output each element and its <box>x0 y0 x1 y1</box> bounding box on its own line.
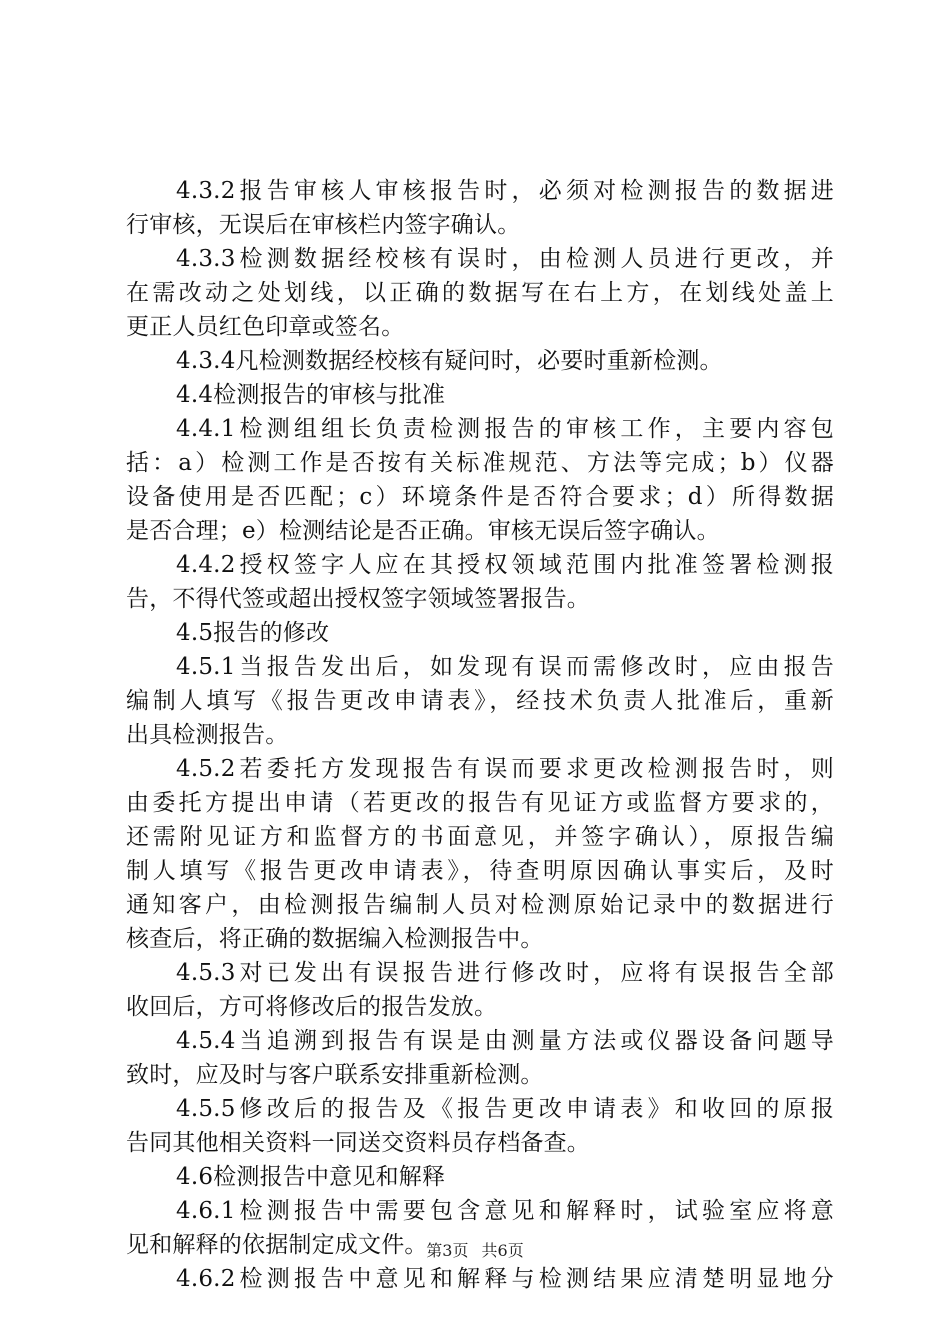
document-body <box>126 174 834 1296</box>
text-line: 出具检测报告。 <box>126 722 289 748</box>
text-line: 4.5.4当追溯到报告有误是由测量方法或仪器设备问题导 <box>176 1028 834 1054</box>
text-line: 设备使用是否匹配；c）环境条件是否符合要求；d）所得数据 <box>126 484 834 510</box>
text-line: 4.5.3对已发出有误报告进行修改时，应将有误报告全部 <box>176 960 834 986</box>
text-line: 收回后，方可将修改后的报告发放。 <box>126 994 498 1020</box>
text-line: 4.4.2授权签字人应在其授权领域范围内批准签署检测报 <box>176 552 834 578</box>
text-line: 4.3.2报告审核人审核报告时，必须对检测报告的数据进 <box>176 178 834 204</box>
text-line: 制人填写《报告更改申请表》，待查明原因确认事实后，及时 <box>126 858 834 884</box>
section-heading: 4.5报告的修改 <box>176 620 330 646</box>
page-number: 第3页 <box>426 1241 469 1260</box>
page-total: 共6页 <box>481 1241 524 1260</box>
text-line: 更正人员红色印章或签名。 <box>126 314 405 340</box>
section-heading: 4.4检测报告的审核与批准 <box>176 382 446 408</box>
page-footer <box>0 1240 950 1262</box>
text-line: 编制人填写《报告更改申请表》，经技术负责人批准后，重新 <box>126 688 834 714</box>
text-line: 由委托方提出申请（若更改的报告有见证方或监督方要求的， <box>126 790 834 816</box>
text-line: 在需改动之处划线，以正确的数据写在右上方，在划线处盖上 <box>126 280 834 306</box>
text-line: 括：a）检测工作是否按有关标准规范、方法等完成；b）仪器 <box>126 450 834 476</box>
text-line: 4.3.4凡检测数据经校核有疑问时，必要时重新检测。 <box>176 348 723 374</box>
section-heading: 4.6检测报告中意见和解释 <box>176 1164 446 1190</box>
text-line: 行审核，无误后在审核栏内签字确认。 <box>126 212 521 238</box>
text-line: 核查后，将正确的数据编入检测报告中。 <box>126 926 544 952</box>
text-line: 告同其他相关资料一同送交资料员存档备查。 <box>126 1130 590 1156</box>
text-line: 致时，应及时与客户联系安排重新检测。 <box>126 1062 544 1088</box>
text-line: 4.3.3检测数据经校核有误时，由检测人员进行更改，并 <box>176 246 834 272</box>
text-line: 4.6.1检测报告中需要包含意见和解释时，试验室应将意 <box>176 1198 834 1224</box>
text-line: 4.5.1当报告发出后，如发现有误而需修改时，应由报告 <box>176 654 834 680</box>
text-line: 通知客户，由检测报告编制人员对检测原始记录中的数据进行 <box>126 892 834 918</box>
text-line: 4.4.1检测组组长负责检测报告的审核工作，主要内容包 <box>176 416 834 442</box>
text-line: 4.5.2若委托方发现报告有误而要求更改检测报告时，则 <box>176 756 834 782</box>
text-line: 是否合理；e）检测结论是否正确。审核无误后签字确认。 <box>126 518 720 544</box>
text-line: 还需附见证方和监督方的书面意见，并签字确认），原报告编 <box>126 824 834 850</box>
text-line: 告，不得代签或超出授权签字领域签署报告。 <box>126 586 590 612</box>
text-line: 见和解释的依据制定成文件。 <box>126 1232 428 1258</box>
text-line: 4.6.2检测报告中意见和解释与检测结果应清楚明显地分 <box>176 1266 834 1292</box>
text-line: 4.5.5修改后的报告及《报告更改申请表》和收回的原报 <box>176 1096 834 1122</box>
